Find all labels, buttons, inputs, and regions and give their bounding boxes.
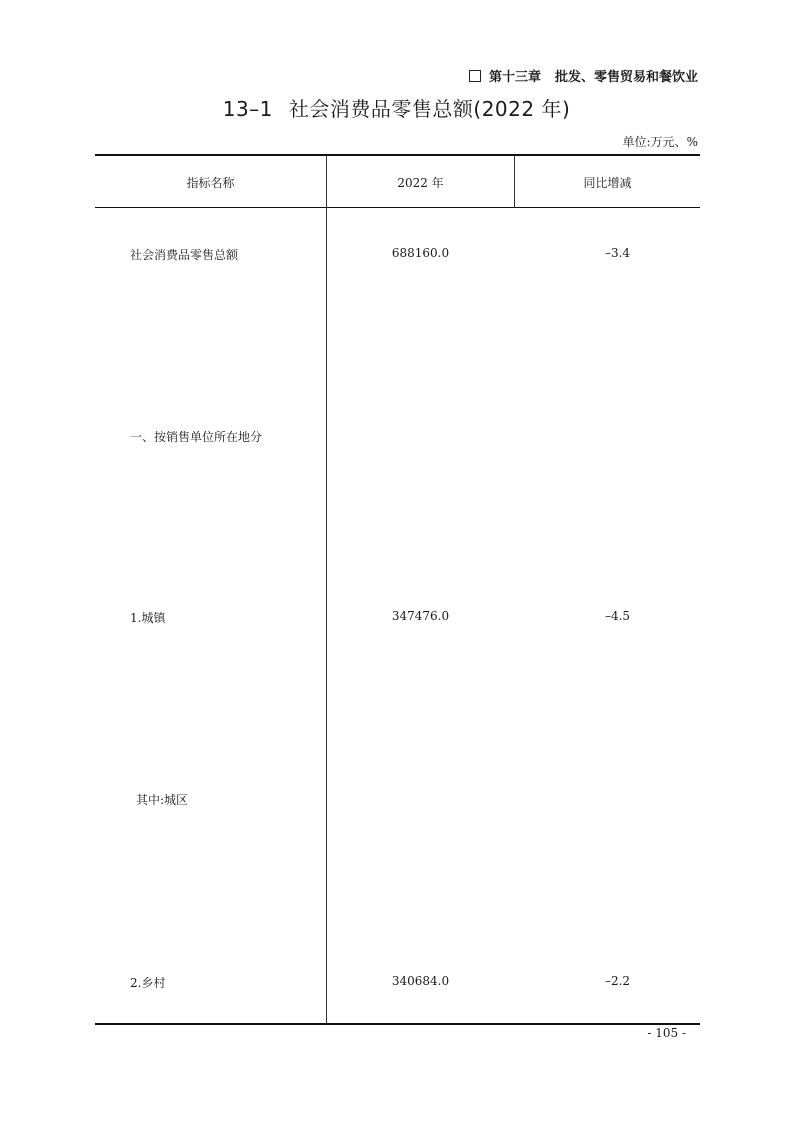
row-change: –2.2 [604, 974, 631, 988]
row-name: 其中:城区 [136, 793, 189, 807]
chapter-number: 第十三章 [488, 70, 541, 85]
column-divider-1 [326, 156, 327, 1023]
row-value: 688160.0 [391, 246, 450, 260]
chapter-title: 批发、零售贸易和餐饮业 [554, 70, 698, 85]
row-change: –3.4 [604, 246, 631, 260]
unit-label: 单位:万元、% [622, 135, 698, 149]
table-bottom-rule [95, 1023, 700, 1025]
header-yoy-change: 同比增减 [583, 176, 632, 190]
row-name: 1.城镇 [130, 611, 166, 625]
row-value: 340684.0 [391, 974, 450, 988]
row-value: 347476.0 [391, 609, 450, 623]
table-header-rule [95, 207, 700, 208]
row-name: 2.乡村 [130, 976, 166, 990]
row-name: 一、按销售单位所在地分 [130, 430, 263, 444]
table-top-rule [95, 154, 700, 156]
table-title-text: 社会消费品零售总额(2022 年) [288, 97, 571, 121]
row-change: –4.5 [604, 609, 631, 623]
chapter-header [469, 66, 698, 85]
header-year: 2022 年 [397, 176, 444, 190]
page-number: - 105 - [647, 1026, 686, 1040]
table-number: 13–1 [222, 97, 273, 121]
row-name: 社会消费品零售总额 [130, 248, 239, 262]
table-title [0, 93, 793, 122]
chapter-box-icon [469, 70, 481, 82]
header-indicator-name: 指标名称 [186, 176, 235, 190]
